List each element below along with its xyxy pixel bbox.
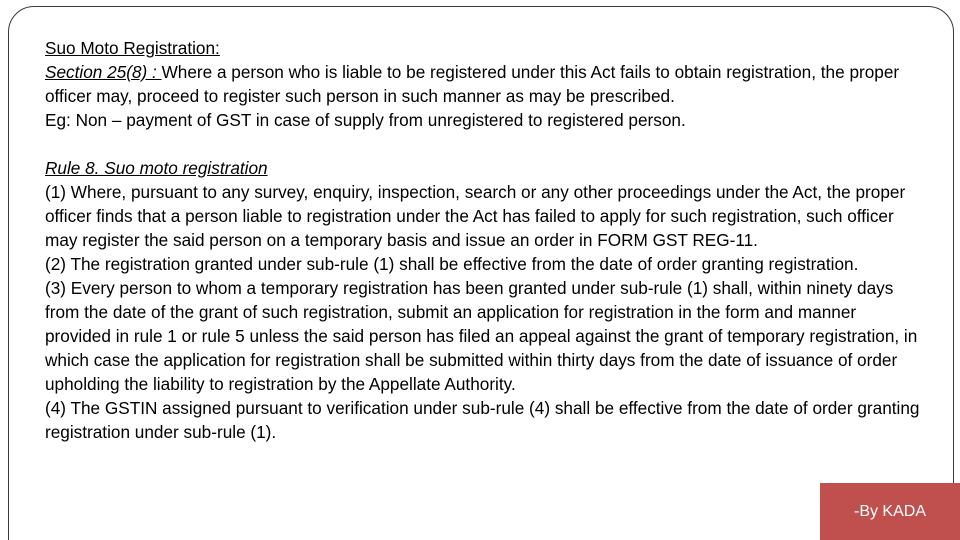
- section-title: Suo Moto Registration:: [45, 38, 220, 58]
- section-body: Where a person who is liable to be registered under this Act fails to obtain registration, the proper officer may, proceed to register such person in such manner as may be prescribed.: [45, 62, 900, 106]
- spacer: [45, 132, 925, 156]
- section-suo-moto: [45, 36, 925, 132]
- rule-item-2: (2) The registration granted under sub-rule (1) shall be effective from the date of order granting registration.: [45, 254, 859, 274]
- rule-title: Rule 8. Suo moto registration: [45, 158, 268, 178]
- section-text: [45, 60, 925, 108]
- section-example: Eg: Non – payment of GST in case of supply from unregistered to registered person.: [45, 110, 686, 130]
- section-rule-8: [45, 156, 925, 444]
- rule-item-1: (1) Where, pursuant to any survey, enquiry, inspection, search or any other proceedings under the Act, the proper officer finds that a person liable to registration under the Act has failed to apply for such registration, such officer may register the said person on a temporary basis and issue an order in FORM GST REG-11.: [45, 182, 906, 250]
- rule-item-4: (4) The GSTIN assigned pursuant to verification under sub-rule (4) shall be effective from the date of order granting registration under sub-rule (1).: [45, 398, 920, 442]
- section-reference: Section 25(8) :: [45, 62, 162, 82]
- slide-content: [45, 36, 925, 444]
- rule-item-3: (3) Every person to whom a temporary registration has been granted under sub-rule (1) shall, within ninety days from the date of the grant of such registration, submit an application for registration in the form and manner provided in rule 1 or rule 5 unless the said person has filed an appeal against the grant of temporary registration, in which case the application for registration shall be submitted within thirty days from the date of issuance of order upholding the liability to registration by the Appellate Authority.: [45, 278, 918, 394]
- author-badge: -By KADA: [820, 483, 960, 540]
